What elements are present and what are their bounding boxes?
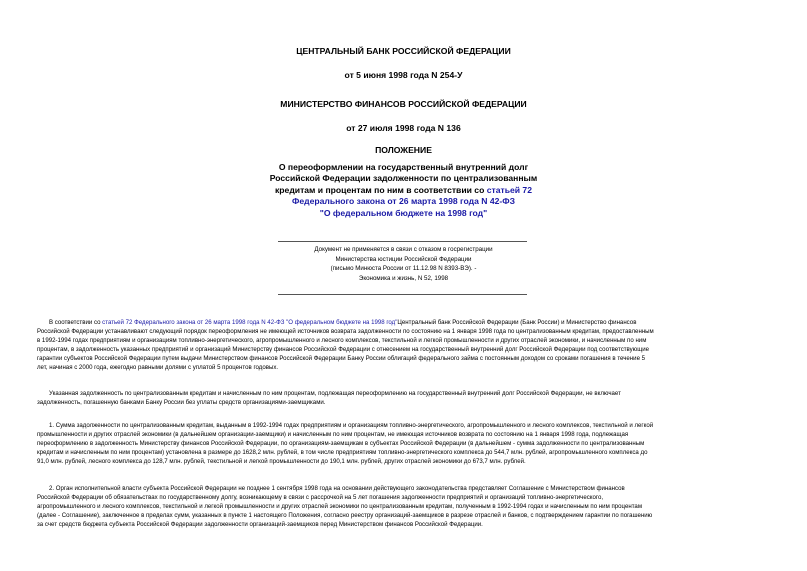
top-divider xyxy=(278,241,527,242)
paragraph-line xyxy=(37,318,770,327)
paragraph-line: кредитам и начисленным по ним процентам) установлена в размере до 1628,2 млн. рублей, в том числе предприятиям топливно-энергетического комплекса до 544,7 млн. рублей, агропромышленного комплекса до xyxy=(37,449,648,457)
title-line: Российской Федерации задолженности по централизованным xyxy=(269,173,538,184)
paragraph-line: агропромышленного и лесного комплексов, текстильной и легкой промышленности и других отраслей экономики по централизованным кредитам, полученным в 1992-1994 годах и начисленным по ним процентам xyxy=(37,503,643,511)
bottom-divider xyxy=(278,294,527,295)
paragraph-line: в 1992-1994 годах предприятиям и организациям топливно-энергетического, агропромышленного и лесного комплексов, текстильной и легкой промышленности и других отраслей экономики, и начисленным по ним xyxy=(37,337,647,345)
title-line xyxy=(200,185,607,196)
law-article-link[interactable]: статьей 72 xyxy=(486,184,532,195)
paragraph-line: лет, начиная с 2000 года, ежегодно равными долями с уплатой 5 процентов годовых. xyxy=(37,364,279,372)
paragraph-line: Указанная задолженность по централизованным кредитам и начисленным по ним процентам, подлежащая переоформлению на государственный внутренний долг Российской Федерации, не включает xyxy=(49,390,621,397)
paragraph-line: переоформлению в задолженность Министерству финансов Российской Федерации, по организациям-заемщикам в субъектах Российской Федерации (в дальнейшем - сумма задолженности по централизованным xyxy=(37,440,645,448)
note-line: (письмо Минюста России от 11.12.98 N 8393-ВЭ). - xyxy=(330,265,477,273)
paragraph-intro xyxy=(37,318,770,373)
paragraph-line: процентам, в задолженность указанных предприятий и организаций Министерству финансов Российской Федерации с отнесением на государственный внутренний долг Российской Федерации под соответствующие xyxy=(37,346,650,354)
title-text: кредитам и процентам по ним в соответствии со xyxy=(275,184,487,195)
paragraph-line: за счет средств бюджета субъекта Российской Федерации задолженности организаций-заемщиков перед Министерством финансов Российской Федерации. xyxy=(37,521,483,529)
law-name-link[interactable]: Федерального закона от 26 марта 1998 года N 42-ФЗ xyxy=(292,196,515,207)
paragraph-item-2 xyxy=(37,484,770,529)
issuer-ministry-date: от 27 июля 1998 года N 136 xyxy=(346,123,461,133)
paragraph-item-1 xyxy=(37,421,770,466)
paragraph-line: (далее - Соглашение), заключенное в пределах сумм, указанных в пункте 1 настоящего Положения, согласно реестру организаций-заемщиков в разрезе отраслей и банков, с подтверждением гарантии по погашению xyxy=(37,512,653,520)
paragraph-line: 2. Орган исполнительной власти субъекта Российской Федерации не позднее 1 сентября 1998 года на основании действующего законодательства представляет Соглашение с Министерством финансов xyxy=(49,485,625,492)
title-line: О переоформлении на государственный внутренний долг xyxy=(278,162,529,172)
paragraph-text: Центральный банк Российской Федерации (Банк России) и Министерство финансов xyxy=(397,319,637,326)
paragraph-exclusion xyxy=(37,389,770,407)
note-line: Документ не применяется в связи с отказом в госрегистрации xyxy=(314,246,493,253)
paragraph-line: Российской Федерации устанавливают следующий порядок переоформления не имеющей источников возврата задолженности по состоянию на 1 января 1998 года по централизованным кредитам, предоставленным xyxy=(37,328,654,336)
paragraph-text: В соответствии со xyxy=(49,319,103,326)
issuer-ministry: МИНИСТЕРСТВО ФИНАНСОВ РОССИЙСКОЙ ФЕДЕРАЦИИ xyxy=(280,99,527,109)
law-reference-link[interactable]: статьей 72 Федерального закона от 26 марта 1998 года N 42-ФЗ "О федеральном бюджете на 1998 год" xyxy=(102,319,398,326)
law-title-link[interactable]: "О федеральном бюджете на 1998 год" xyxy=(319,207,488,218)
note-line: Министерства юстиции Российской Федерации xyxy=(335,255,472,263)
document-title xyxy=(200,162,607,219)
issuer-central-bank-date: от 5 июня 1998 года N 254-У xyxy=(344,70,463,80)
paragraph-line: Российской Федерации об обязательствах по государственному долгу, возникающему в связи с рассрочкой на 5 лет погашения задолженности предприятий и организаций топливно-энергетического, xyxy=(37,494,604,502)
issuer-central-bank: ЦЕНТРАЛЬНЫЙ БАНК РОССИЙСКОЙ ФЕДЕРАЦИИ xyxy=(296,46,511,56)
note-line: Экономика и жизнь, N 52, 1998 xyxy=(358,274,449,282)
paragraph-line: 1. Сумма задолженности по централизованным кредитам, выданным в 1992-1994 годах предприятиям и организациям топливно-энергетического, агропромышленного и лесного комплексов, текстильной и легкой xyxy=(49,422,654,429)
paragraph-line: промышленности и других отраслей экономики (в дальнейшем организации-заемщики) и начисленным по ним процентам, не имеющая источников возврата по состоянию на 1 января 1998 года, подлежащая xyxy=(37,431,629,439)
paragraph-line: гарантии субъектов Российской Федерации путем выдачи Министерством финансов Российской Федерации Банку России облигаций федерального займа с постоянным доходом со сроками погашения в течение 5 xyxy=(37,355,646,363)
paragraph-line: задолженность, погашенную банками Банку России без уплаты средств организациями-заемщиками. xyxy=(37,399,326,407)
document-type: ПОЛОЖЕНИЕ xyxy=(375,145,432,155)
paragraph-line: 91,0 млн. рублей, лесного комплекса до 128,7 млн. рублей, текстильной и легкой промышленности до 190,1 млн. рублей, других отраслей экономики до 673,7 млн. рублей. xyxy=(37,458,526,466)
status-note xyxy=(250,245,557,283)
